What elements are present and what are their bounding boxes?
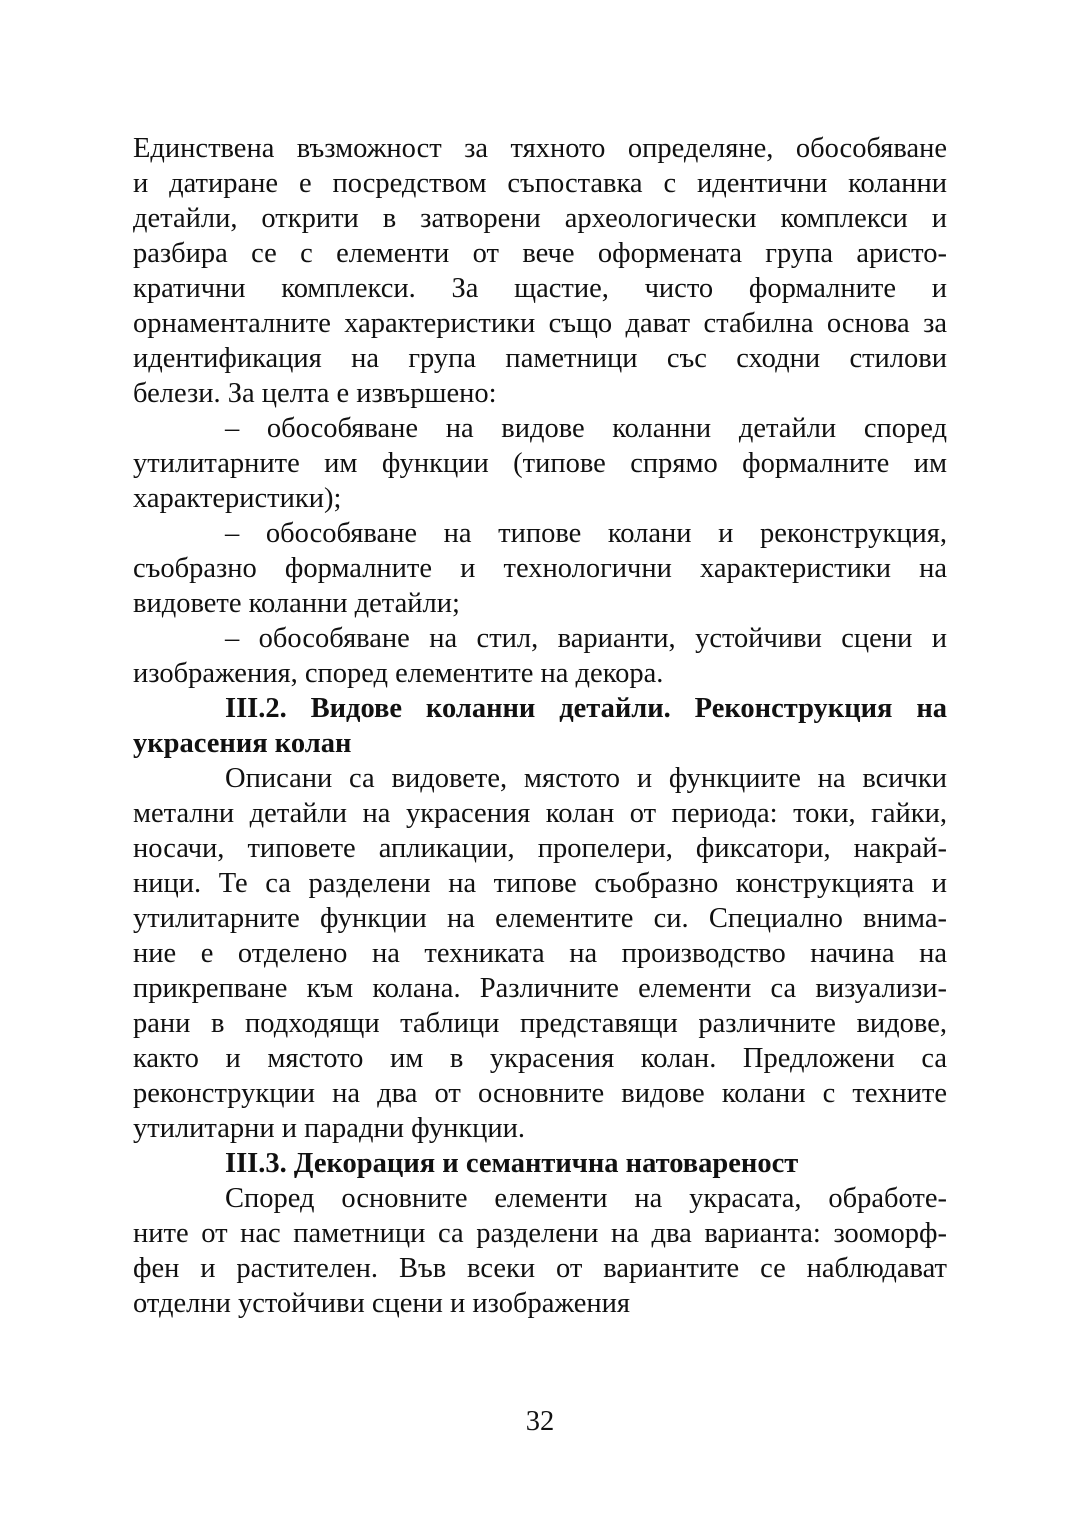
list-item-2-line-3: видовете коланни детайли; <box>133 588 460 619</box>
intro-line-2: и датиране е посредством съпоставка с идентични коланни <box>133 168 947 199</box>
page-number: 32 <box>525 1406 555 1437</box>
body3-line-4: отделни устойчиви сцени и изображения <box>133 1288 630 1319</box>
body2-line-8: рани в подходящи таблици представящи различните видове, <box>133 1008 947 1039</box>
intro-line-5: кратични комплекси. За щастие, чисто формалните и <box>133 273 947 304</box>
list-item-3-line-2: изображения, според елементите на декора. <box>133 658 664 689</box>
list-item-1-line-2: утилитарните им функции (типове спрямо формалните им <box>133 448 947 479</box>
body2-line-6: ние е отделено на техниката на производство начина на <box>133 938 947 969</box>
section-heading-iii-2-line-2: украсения колан <box>133 728 352 759</box>
body3-line-2: ните от нас паметници са разделени на два варианта: зооморф- <box>133 1218 947 1249</box>
body2-line-10: реконструкции на два от основните видове колани с техните <box>133 1078 947 1109</box>
body2-line-3: носачи, типовете апликации, пропелери, фиксатори, накрай- <box>133 833 947 864</box>
list-item-1-line-3: характеристики); <box>133 483 342 514</box>
intro-line-4: разбира се с елементи от вече оформената група аристо- <box>133 238 947 269</box>
section-heading-iii-3: III.3. Декорация и семантична натовареност <box>225 1148 799 1179</box>
body2-line-11: утилитарни и парадни функции. <box>133 1113 526 1144</box>
body2-line-1: Описани са видовете, мястото и функциите на всички <box>225 763 947 794</box>
body2-line-5: утилитарните функции на елементите си. Специално внима- <box>133 903 947 934</box>
intro-line-3: детайли, открити в затворени археологически комплекси и <box>133 203 947 234</box>
intro-line-1: Единствена възможност за тяхното определяне, обособяване <box>133 133 947 164</box>
intro-line-6: орнаменталните характеристики също дават стабилна основа за <box>133 308 947 339</box>
document-page <box>133 131 947 1321</box>
body2-line-2: метални детайли на украсения колан от периода: токи, гайки, <box>133 798 947 829</box>
body2-line-9: както и мястото им в украсения колан. Предложени са <box>133 1043 947 1074</box>
section-heading-iii-2-line-1: III.2. Видове коланни детайли. Реконструкция на <box>225 693 947 724</box>
list-item-2-line-1: – обособяване на типове колани и реконструкция, <box>225 518 947 549</box>
list-item-1-line-1: – обособяване на видове коланни детайли според <box>225 413 947 444</box>
list-item-3-line-1: – обособяване на стил, варианти, устойчиви сцени и <box>225 623 947 654</box>
list-item-2-line-2: съобразно формалните и технологични характеристики на <box>133 553 947 584</box>
body3-line-3: фен и растителен. Във всеки от вариантите се наблюдават <box>133 1253 947 1284</box>
intro-line-7: идентификация на група паметници със сходни стилови <box>133 343 947 374</box>
intro-line-8: белези. За целта е извършено: <box>133 378 497 409</box>
body2-line-4: ници. Те са разделени на типове съобразно конструкцията и <box>133 868 947 899</box>
body3-line-1: Според основните елементи на украсата, обработе- <box>225 1183 947 1214</box>
body2-line-7: прикрепване към колана. Различните елементи са визуализи- <box>133 973 947 1004</box>
